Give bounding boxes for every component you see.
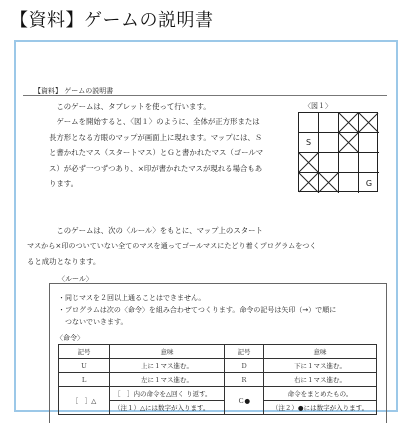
note-cell: （注２）●には数字が入ります。 (264, 401, 377, 415)
map-grid (298, 112, 378, 192)
blocked-cell (339, 133, 359, 153)
column-header: 意味 (110, 345, 225, 359)
symbol-cell: Ｃ● (225, 387, 264, 415)
cross-icon (319, 173, 338, 192)
text-line: 長方形となる方眼のマップが画面上に現れます。マップには、Ｓ (49, 132, 263, 142)
cross-icon (339, 113, 358, 132)
column-header: 意味 (264, 345, 377, 359)
column-header: 記号 (225, 345, 264, 359)
blocked-cell (319, 173, 339, 193)
table-row (59, 359, 377, 373)
table-row (59, 387, 377, 401)
goal-cell: G (365, 178, 373, 188)
map-cell (319, 153, 339, 173)
document-page (23, 50, 387, 412)
map-cell (319, 113, 339, 133)
start-cell: S (299, 133, 319, 153)
document-frame (14, 40, 398, 412)
page-heading: 【資料】ゲームの説明書 (10, 10, 214, 31)
meaning-cell: 命令をまとめたもの。 (264, 387, 377, 401)
table-header-row (59, 345, 377, 359)
title-rule (23, 95, 387, 96)
cross-icon (359, 113, 378, 132)
text-line: ゲームを開始すると、〈図１〉のように、全体が正方形または (49, 117, 260, 127)
cross-icon (339, 133, 358, 152)
symbol-cell: Ｌ (59, 373, 110, 387)
intro-paragraph (49, 99, 263, 191)
symbol-cell: Ｒ (225, 373, 264, 387)
note-cell: （注１）△には数字が入ります。 (110, 401, 225, 415)
rule-item: つないでいきます。 (58, 318, 128, 326)
text-line: このゲームは、タブレットを使って行います。 (49, 102, 211, 111)
column-header: 記号 (59, 345, 110, 359)
text-line: ス）が必ず一つずつあり、×印が書かれたマスが現れる場合もあ (49, 163, 263, 173)
text-line: と書かれたマス（スタートマス）とＧと書かれたマス（ゴールマ (49, 148, 264, 158)
map-cell (339, 153, 359, 173)
blocked-cell (359, 113, 379, 133)
map-cell (319, 133, 339, 153)
map-cell (339, 173, 359, 193)
text-line: マスから×印のついていない全てのマスを通ってゴールマスにたどり着くプログラムをつく (27, 241, 317, 251)
symbol-cell: Ｕ (59, 359, 110, 373)
cross-icon (299, 153, 318, 172)
command-table (58, 344, 377, 415)
meaning-cell: 右に１マス進む。 (264, 373, 377, 387)
table-row (59, 373, 377, 387)
map-cell (359, 153, 379, 173)
blocked-cell (339, 113, 359, 133)
meaning-cell: ［ ］内の命令を△回く り返す。 (110, 387, 225, 401)
meaning-cell: 上に１マス進む。 (110, 359, 225, 373)
cross-icon (299, 173, 318, 192)
document-title: 【資料】 ゲームの説明書 (34, 87, 114, 95)
text-line: ります。 (49, 179, 78, 189)
blocked-cell (299, 173, 319, 193)
map-cell (299, 113, 319, 133)
symbol-cell: ［ ］△ (59, 387, 110, 415)
rule-item: ・同じマスを２回以上通ることはできません。 (58, 294, 206, 302)
figure-label: 〈図１〉 (304, 102, 332, 110)
text-line: このゲームは、次の〈ルール〉をもとに、マップ上のスタート (49, 226, 263, 235)
commands-label: 〈命令〉 (56, 334, 84, 342)
meaning-cell: 左に１マス進む。 (110, 373, 225, 387)
blocked-cell (299, 153, 319, 173)
second-paragraph (27, 223, 317, 269)
map-cell (359, 133, 379, 153)
rules-label: 〈ルール〉 (58, 275, 93, 283)
rule-item: ・プログラムは次の〈命令〉を組み合わせてつくります。命令の記号は矢印（→）で順に (58, 306, 337, 314)
text-line: ると成功となります。 (27, 256, 101, 266)
meaning-cell: 下に１マス進む。 (264, 359, 377, 373)
symbol-cell: Ｄ (225, 359, 264, 373)
